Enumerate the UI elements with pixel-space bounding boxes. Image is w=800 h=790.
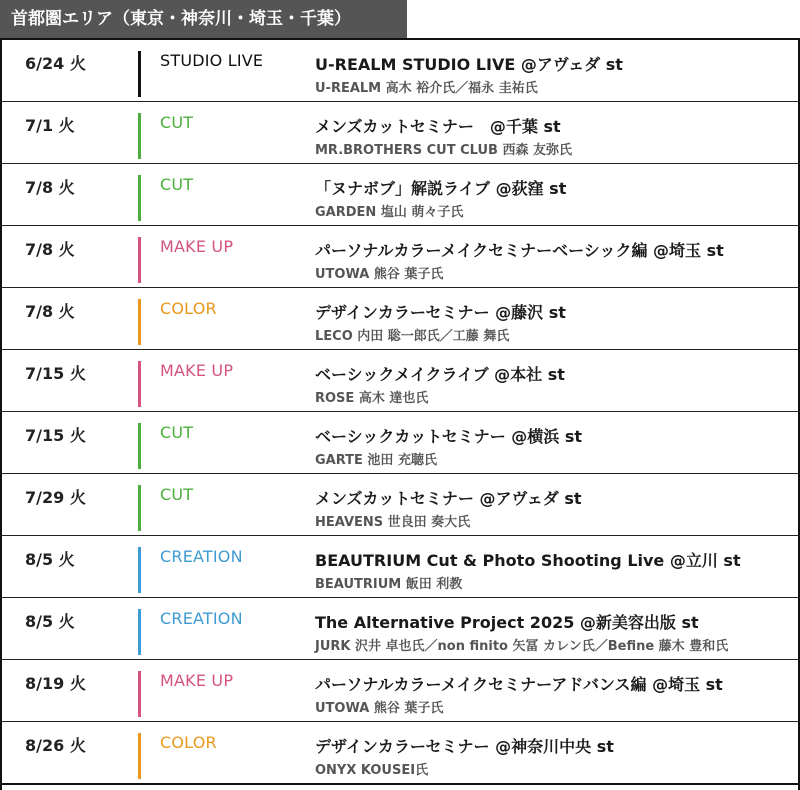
event-row — [2, 288, 798, 350]
event-title: U-REALM STUDIO LIVE @アヴェダ st — [315, 55, 623, 74]
event-row — [2, 474, 798, 536]
event-category: COLOR — [160, 299, 217, 318]
event-category: MAKE UP — [160, 671, 234, 690]
category-color-bar — [138, 299, 141, 345]
category-color-bar — [138, 485, 141, 531]
event-presenters: JURK 沢井 卓也氏／non finito 矢冨 カレン氏／Befine 藤木 豊和氏 — [315, 639, 729, 654]
event-presenters: LECO 内田 聡一郎氏／工藤 舞氏 — [315, 329, 510, 344]
event-title: BEAUTRIUM Cut & Photo Shooting Live @立川 st — [315, 551, 741, 570]
category-color-bar — [138, 51, 141, 97]
event-row — [2, 722, 798, 785]
event-presenters: BEAUTRIUM 飯田 利教 — [315, 577, 463, 592]
category-color-bar — [138, 113, 141, 159]
category-color-bar — [138, 609, 141, 655]
event-category: MAKE UP — [160, 361, 234, 380]
event-category: CREATION — [160, 547, 243, 566]
event-presenters: GARDEN 塩山 萌々子氏 — [315, 205, 464, 220]
event-category: COLOR — [160, 733, 217, 752]
event-presenters: HEAVENS 世良田 奏大氏 — [315, 515, 471, 530]
category-color-bar — [138, 361, 141, 407]
event-category: CREATION — [160, 609, 243, 628]
event-row — [2, 102, 798, 164]
event-category: STUDIO LIVE — [160, 51, 264, 70]
event-row — [2, 164, 798, 226]
event-title: パーソナルカラーメイクセミナーアドバンス編 @埼玉 st — [315, 675, 723, 694]
event-date: 8/26 火 — [25, 736, 86, 755]
event-date: 7/8 火 — [25, 302, 75, 321]
event-category: CUT — [160, 175, 194, 194]
event-presenters: UTOWA 熊谷 葉子氏 — [315, 701, 444, 716]
event-schedule-table — [0, 38, 800, 790]
event-row — [2, 598, 798, 660]
event-date: 7/8 火 — [25, 178, 75, 197]
event-presenters: GARTE 池田 充聴氏 — [315, 453, 437, 468]
event-row — [2, 350, 798, 412]
event-category: MAKE UP — [160, 237, 234, 256]
event-title: メンズカットセミナー @アヴェダ st — [315, 489, 582, 508]
event-row — [2, 226, 798, 288]
event-category: CUT — [160, 485, 194, 504]
event-row — [2, 412, 798, 474]
event-date: 7/8 火 — [25, 240, 75, 259]
category-color-bar — [138, 175, 141, 221]
event-title: メンズカットセミナー @千葉 st — [315, 117, 561, 136]
event-title: ベーシックメイクライブ @本社 st — [315, 365, 565, 384]
event-presenters: UTOWA 熊谷 葉子氏 — [315, 267, 444, 282]
event-title: パーソナルカラーメイクセミナーベーシック編 @埼玉 st — [315, 241, 724, 260]
event-date: 7/15 火 — [25, 364, 86, 383]
category-color-bar — [138, 237, 141, 283]
event-date: 7/15 火 — [25, 426, 86, 445]
event-category: CUT — [160, 423, 194, 442]
event-date: 8/5 火 — [25, 612, 75, 631]
event-presenters: ROSE 高木 達也氏 — [315, 391, 429, 406]
event-title: ベーシックカットセミナー @横浜 st — [315, 427, 583, 446]
event-row — [2, 40, 798, 102]
category-color-bar — [138, 423, 141, 469]
category-color-bar — [138, 547, 141, 593]
category-color-bar — [138, 733, 141, 779]
event-title: デザインカラーセミナー @神奈川中央 st — [315, 737, 614, 756]
event-title: The Alternative Project 2025 @新美容出版 st — [315, 613, 699, 632]
event-row — [2, 536, 798, 598]
event-presenters: U-REALM 高木 裕介氏／福永 圭祐氏 — [315, 81, 538, 96]
event-date: 6/24 火 — [25, 54, 86, 73]
event-row — [2, 660, 798, 722]
event-date: 7/29 火 — [25, 488, 86, 507]
area-title: 首都圏エリア（東京・神奈川・埼玉・千葉） — [0, 0, 407, 38]
event-category: CUT — [160, 113, 194, 132]
event-date: 7/1 火 — [25, 116, 75, 135]
event-title: 「ヌナボブ」解説ライブ @荻窪 st — [315, 179, 567, 198]
event-date: 8/5 火 — [25, 550, 75, 569]
event-presenters: MR.BROTHERS CUT CLUB 西森 友弥氏 — [315, 143, 572, 158]
event-date: 8/19 火 — [25, 674, 86, 693]
event-title: デザインカラーセミナー @藤沢 st — [315, 303, 566, 322]
event-presenters: ONYX KOUSEI氏 — [315, 763, 429, 778]
category-color-bar — [138, 671, 141, 717]
